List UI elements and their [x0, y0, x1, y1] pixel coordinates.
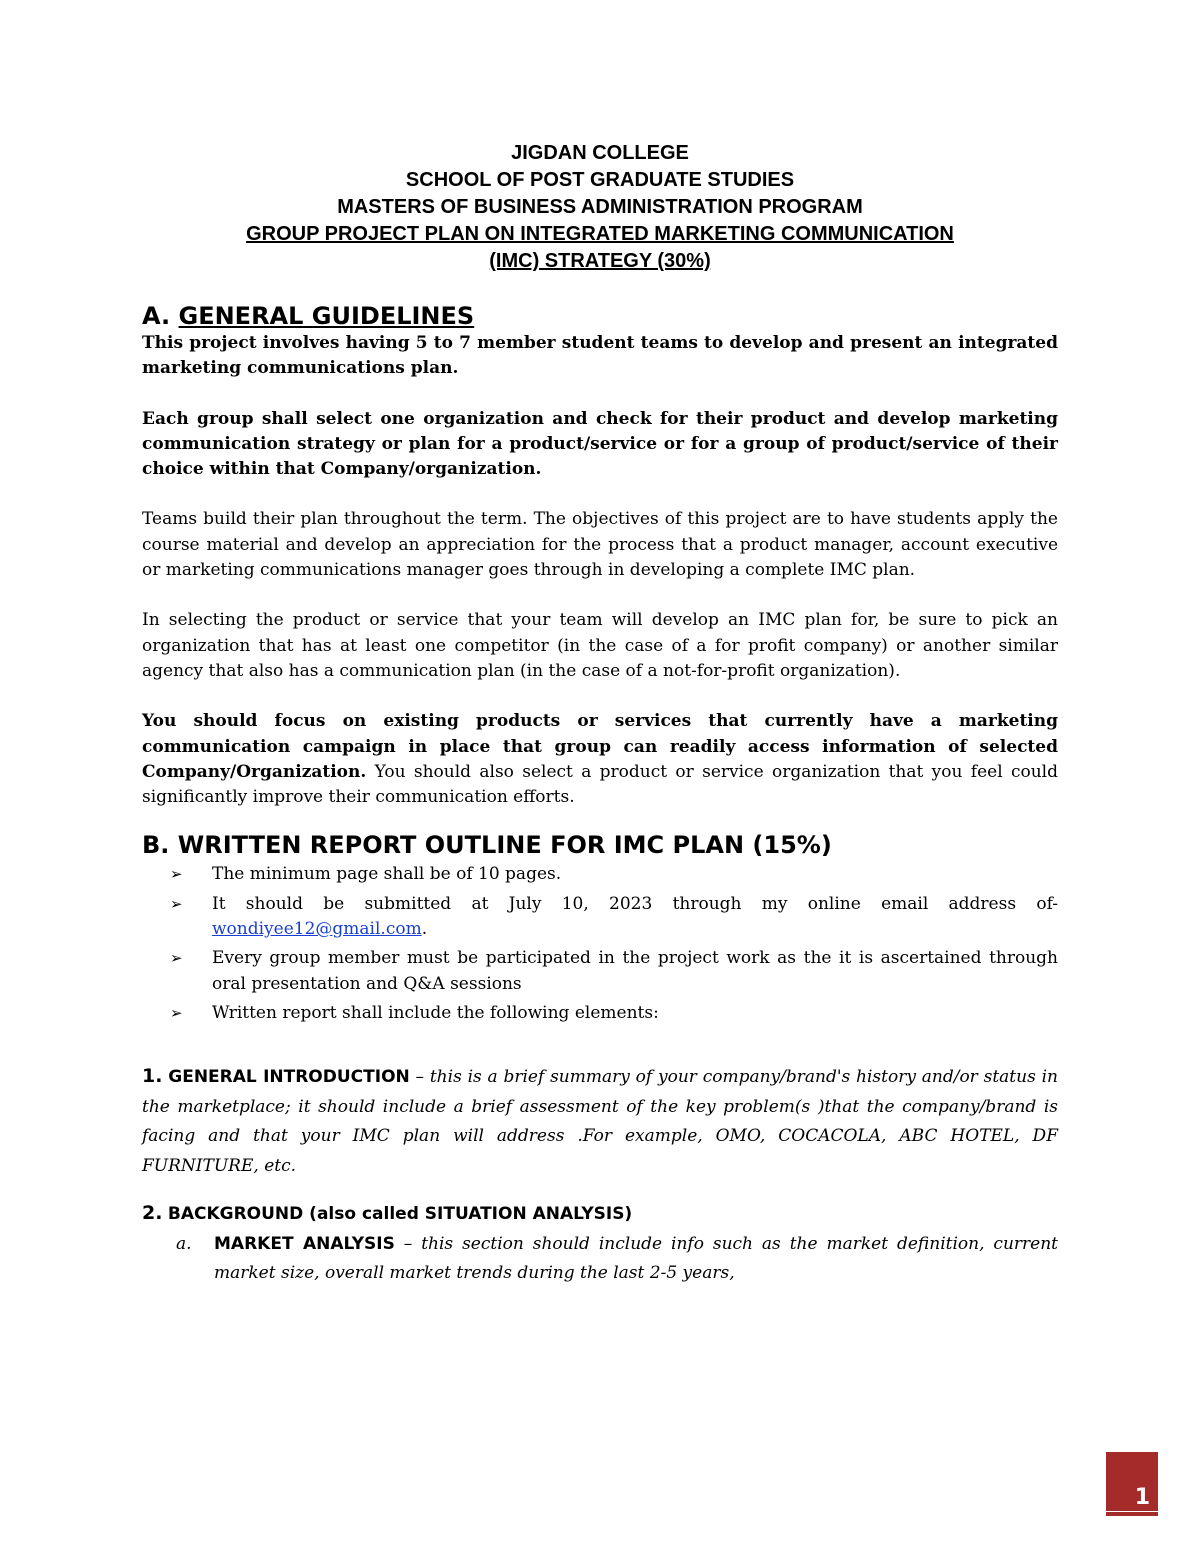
subitem-letter: a. — [176, 1233, 192, 1254]
item-description: – this is a brief summary of your company/brand's history and/or status in the marketplace; it should include a brief assessment of the key problem(s )that the company/brand is facing and that your IMC plan will address .For example, OMO, COCACOLA, ABC HOTEL, DF FURNITURE, etc. — [142, 1067, 1058, 1176]
arrow-bullet-icon: ➢ — [170, 1003, 183, 1022]
guideline-paragraph-5 — [142, 709, 1058, 810]
guideline-paragraph-4: In selecting the product or service that your team will develop an IMC plan for, be sure to pick an organization that has at least one competitor (in the case of a for profit company) or another similar agency that also has a communication plan (in the case of a not-for-profit organization). — [142, 610, 1058, 681]
guideline-paragraph-5-bold: You should focus on existing products or services that currently have a marketing communication campaign in place that group can readily access information of selected Company/Organization. — [142, 711, 1058, 782]
project-title: GROUP PROJECT PLAN ON INTEGRATED MARKETING COMMUNICATION — [246, 223, 954, 245]
outline-item-general-introduction — [142, 1062, 1058, 1181]
program-name: MASTERS OF BUSINESS ADMINISTRATION PROGRAM — [337, 196, 863, 218]
list-item: ➢ The minimum page shall be of 10 pages. — [170, 862, 1058, 887]
list-item: ➢ Every group member must be participated in the project work as the it is ascertained through oral presentation and Q&A sessions — [170, 948, 1058, 994]
section-b-heading: B. WRITTEN REPORT OUTLINE FOR IMC PLAN (15%) — [142, 831, 832, 860]
college-name: JIGDAN COLLEGE — [511, 142, 689, 164]
document-header — [142, 140, 1058, 275]
item-label: GENERAL INTRODUCTION — [168, 1067, 410, 1088]
page-number-badge — [1106, 1452, 1158, 1516]
arrow-bullet-icon: ➢ — [170, 894, 183, 913]
email-link[interactable]: wondiyee12@gmail.com — [212, 919, 422, 940]
guideline-paragraph-3: Teams build their plan throughout the term. The objectives of this project are to have students apply the course material and develop an appreciation for the process that a product manager, account executive or marketing communications manager goes through in developing a complete IMC plan. — [142, 509, 1058, 581]
subitem-description: – this section should include info such as the market definition, current market size, overall market trends during the last 2-5 years, — [214, 1233, 1058, 1284]
outline-subitem-market-analysis — [142, 1230, 1058, 1289]
badge-underline — [1106, 1511, 1158, 1512]
guideline-paragraph-1: This project involves having 5 to 7 member student teams to develop and present an integrated marketing communications plan. — [142, 333, 1058, 379]
list-item: ➢ Written report shall include the following elements: — [170, 1001, 1058, 1026]
item-number: 2. — [142, 1202, 163, 1225]
project-title-cont: (IMC) STRATEGY (30%) — [489, 250, 711, 272]
section-a-heading — [142, 301, 1058, 331]
arrow-bullet-icon: ➢ — [170, 865, 183, 884]
school-name: SCHOOL OF POST GRADUATE STUDIES — [405, 169, 795, 191]
guideline-paragraph-5-rest: You should also select a product or service organization that you feel could significantly improve their communication efforts. — [142, 761, 1058, 808]
list-item: ➢ It should be submitted at July 10, 2023 through my online email address of- wondiyee12@gmail.com. — [170, 893, 1058, 940]
guideline-paragraph-2: Each group shall select one organization and check for their product and develop marketing communication strategy or plan for a product/service or for a group of product/service of their choice within that Company/organization. — [142, 408, 1058, 480]
item-label: BACKGROUND (also called SITUATION ANALYSIS) — [167, 1204, 633, 1225]
section-a-title: GENERAL GUIDELINES — [178, 302, 475, 330]
arrow-bullet-icon: ➢ — [170, 949, 183, 968]
section-a-prefix: A. — [142, 302, 179, 330]
page-number: 1 — [1134, 1485, 1150, 1510]
item-number: 1. — [142, 1065, 163, 1088]
outline-item-background — [142, 1199, 1058, 1230]
report-requirements-list — [142, 862, 1058, 1026]
document-page — [142, 140, 1058, 1289]
subitem-label: MARKET ANALYSIS — [214, 1233, 395, 1254]
